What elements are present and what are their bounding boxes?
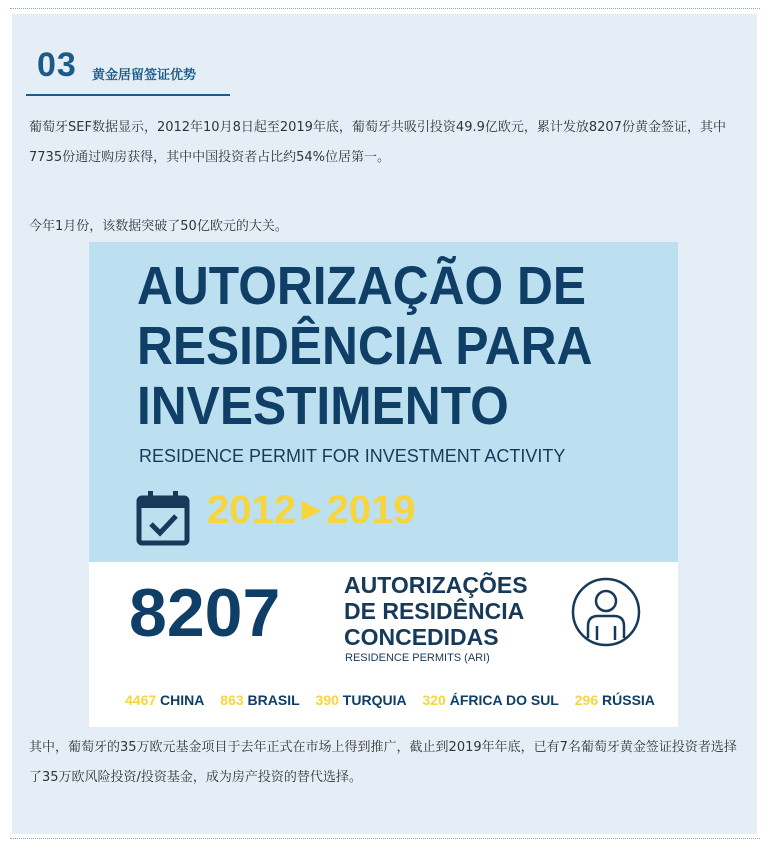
year-end: 2019 xyxy=(326,488,416,532)
poster-subtitle: RESIDENCE PERMIT FOR INVESTMENT ACTIVITY xyxy=(139,446,566,466)
year-start: 2012 xyxy=(207,488,296,532)
top-divider xyxy=(10,8,760,9)
poster-headline-line-2: RESIDÊNCIA PARA xyxy=(137,316,593,376)
paragraph-fund-option: 其中，葡萄牙的35万欧元基金项目于去年正式在市场上得到推广，截止到2019年年底，已有7名葡萄牙黄金签证投资者选择了35万欧风险投资/投资基金，成为房产投资的替代选择。 xyxy=(29,740,737,785)
paragraph-sef-data: 葡萄牙SEF数据显示，2012年10月8日起至2019年底，葡萄牙共吸引投资49.9亿欧元，累计发放8207份黄金签证，其中7735份通过购房获得，其中中国投资者占比约54%位居第一。 xyxy=(29,120,726,165)
granted-line-1: AUTORIZAÇÕES xyxy=(344,572,528,598)
permits-total: 8207 xyxy=(129,575,281,651)
section-title: 黄金居留签证优势 xyxy=(92,68,197,83)
section-number: 03 xyxy=(37,46,77,84)
section-header xyxy=(26,44,230,96)
country-name-africa-do-sul: ÁFRICA DO SUL xyxy=(449,692,559,708)
granted-line-2: DE RESIDÊNCIA xyxy=(344,598,525,624)
permits-granted-label xyxy=(344,572,528,650)
country-count-turquia: 390 xyxy=(315,692,339,708)
country-name-brasil: BRASIL xyxy=(247,692,300,708)
poster-headline-line-1: AUTORIZAÇÃO DE xyxy=(137,256,586,316)
calendar-check-icon xyxy=(136,490,190,546)
country-name-turquia: TURQUIA xyxy=(342,692,407,708)
poster-headline-line-3: INVESTIMENTO xyxy=(137,376,509,436)
paragraph-january: 今年1月份，该数据突破了50亿欧元的大关。 xyxy=(29,219,288,234)
bottom-divider xyxy=(10,838,760,839)
year-arrow-icon: ▶ xyxy=(301,496,321,523)
permits-granted-note: RESIDENCE PERMITS (ARI) xyxy=(345,652,490,664)
country-name-russia: RÚSSIA xyxy=(602,692,655,708)
country-name-china: CHINA xyxy=(160,692,205,708)
person-icon xyxy=(570,576,642,648)
country-count-china: 4467 xyxy=(125,692,157,708)
country-count-africa-do-sul: 320 xyxy=(422,692,446,708)
poster-year-range xyxy=(207,488,415,533)
country-breakdown xyxy=(125,692,667,708)
country-count-brasil: 863 xyxy=(220,692,244,708)
residence-permit-infographic xyxy=(89,242,678,727)
country-count-russia: 296 xyxy=(574,692,599,708)
granted-line-3: CONCEDIDAS xyxy=(344,624,499,650)
